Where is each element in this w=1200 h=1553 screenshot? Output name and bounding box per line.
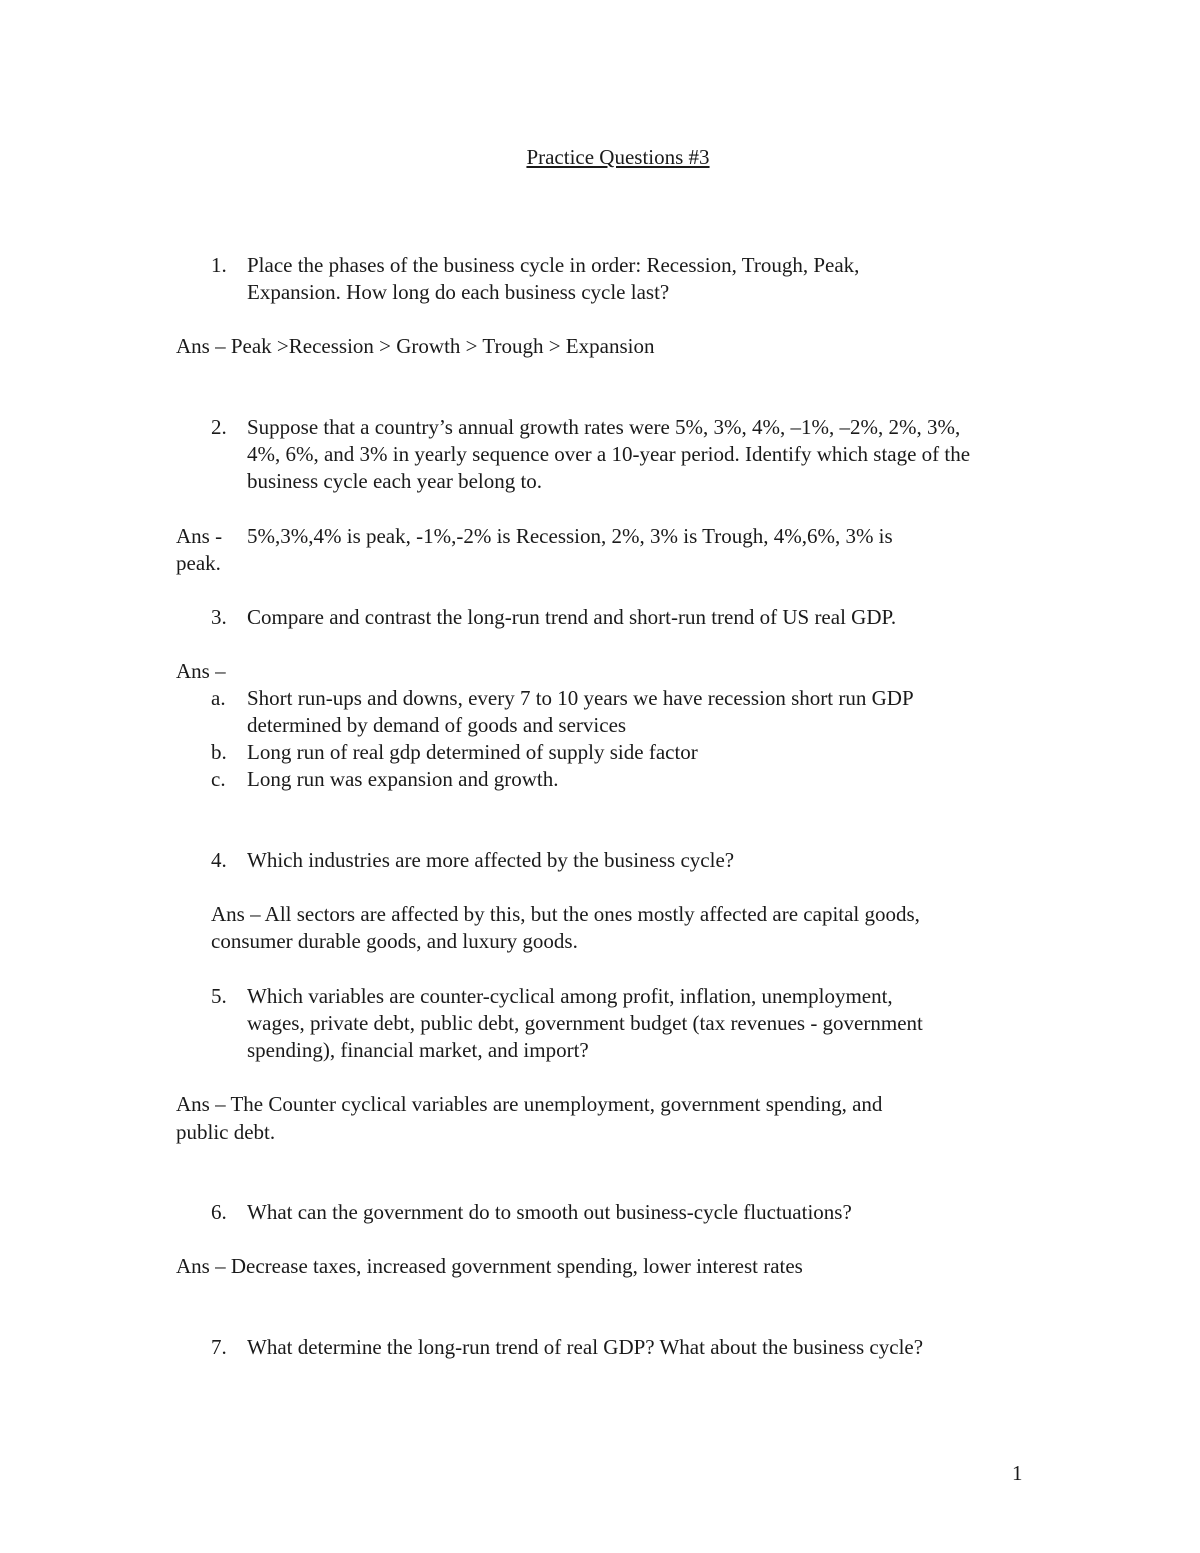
answer-6: Ans – Decrease taxes, increased government spending, lower interest rates — [176, 1254, 803, 1278]
question-number: 2. — [211, 415, 227, 439]
question-text-line: Compare and contrast the long-run trend and short-run trend of US real GDP. — [247, 605, 897, 629]
question-text-line: wages, private debt, public debt, government budget (tax revenues - government — [247, 1011, 923, 1035]
question-text-line: Expansion. How long do each business cycle last? — [247, 280, 670, 304]
list-item-text: Short run-ups and downs, every 7 to 10 years we have recession short run GDP — [247, 686, 914, 710]
answer-text-line: Ans – The Counter cyclical variables are unemployment, government spending, and — [176, 1092, 883, 1116]
question-number: 3. — [211, 605, 227, 629]
list-letter: c. — [211, 767, 226, 791]
question-text-line: Which variables are counter-cyclical among profit, inflation, unemployment, — [247, 984, 893, 1008]
answer-text-line: public debt. — [176, 1120, 276, 1144]
question-number: 1. — [211, 253, 227, 277]
question-text-line: Suppose that a country’s annual growth rates were 5%, 3%, 4%, –1%, –2%, 2%, 3%, — [247, 415, 961, 439]
answer-label: Ans – — [176, 659, 226, 683]
answer-prefix: Ans - — [176, 524, 223, 548]
list-item-text: Long run of real gdp determined of supply side factor — [247, 740, 698, 764]
question-text-line: What can the government do to smooth out business-cycle fluctuations? — [247, 1200, 852, 1224]
question-text-line: What determine the long-run trend of real GDP? What about the business cycle? — [247, 1335, 924, 1359]
question-number: 7. — [211, 1335, 227, 1359]
question-text-line: Which industries are more affected by the business cycle? — [247, 848, 735, 872]
question-text-line: spending), financial market, and import? — [247, 1038, 589, 1062]
answer-1: Ans – Peak >Recession > Growth > Trough > Expansion — [176, 334, 655, 358]
page-number: 1 — [1012, 1461, 1023, 1485]
question-number: 4. — [211, 848, 227, 872]
question-text-line: business cycle each year belong to. — [247, 469, 543, 493]
answer-text-line: 5%,3%,4% is peak, -1%,-2% is Recession, 2%, 3% is Trough, 4%,6%, 3% is — [247, 524, 893, 548]
list-letter: b. — [211, 740, 227, 764]
question-number: 6. — [211, 1200, 227, 1224]
list-item-text: Long run was expansion and growth. — [247, 767, 559, 791]
question-text-line: Place the phases of the business cycle in order: Recession, Trough, Peak, — [247, 253, 860, 277]
page-title: Practice Questions #3 — [526, 145, 710, 169]
answer-text-line: consumer durable goods, and luxury goods. — [211, 929, 578, 953]
list-letter: a. — [211, 686, 226, 710]
answer-text-line: peak. — [176, 551, 221, 575]
question-number: 5. — [211, 984, 227, 1008]
answer-text-line: Ans – All sectors are affected by this, but the ones mostly affected are capital goods, — [211, 902, 920, 926]
list-item-text: determined by demand of goods and services — [247, 713, 627, 737]
question-text-line: 4%, 6%, and 3% in yearly sequence over a 10-year period. Identify which stage of the — [247, 442, 971, 466]
